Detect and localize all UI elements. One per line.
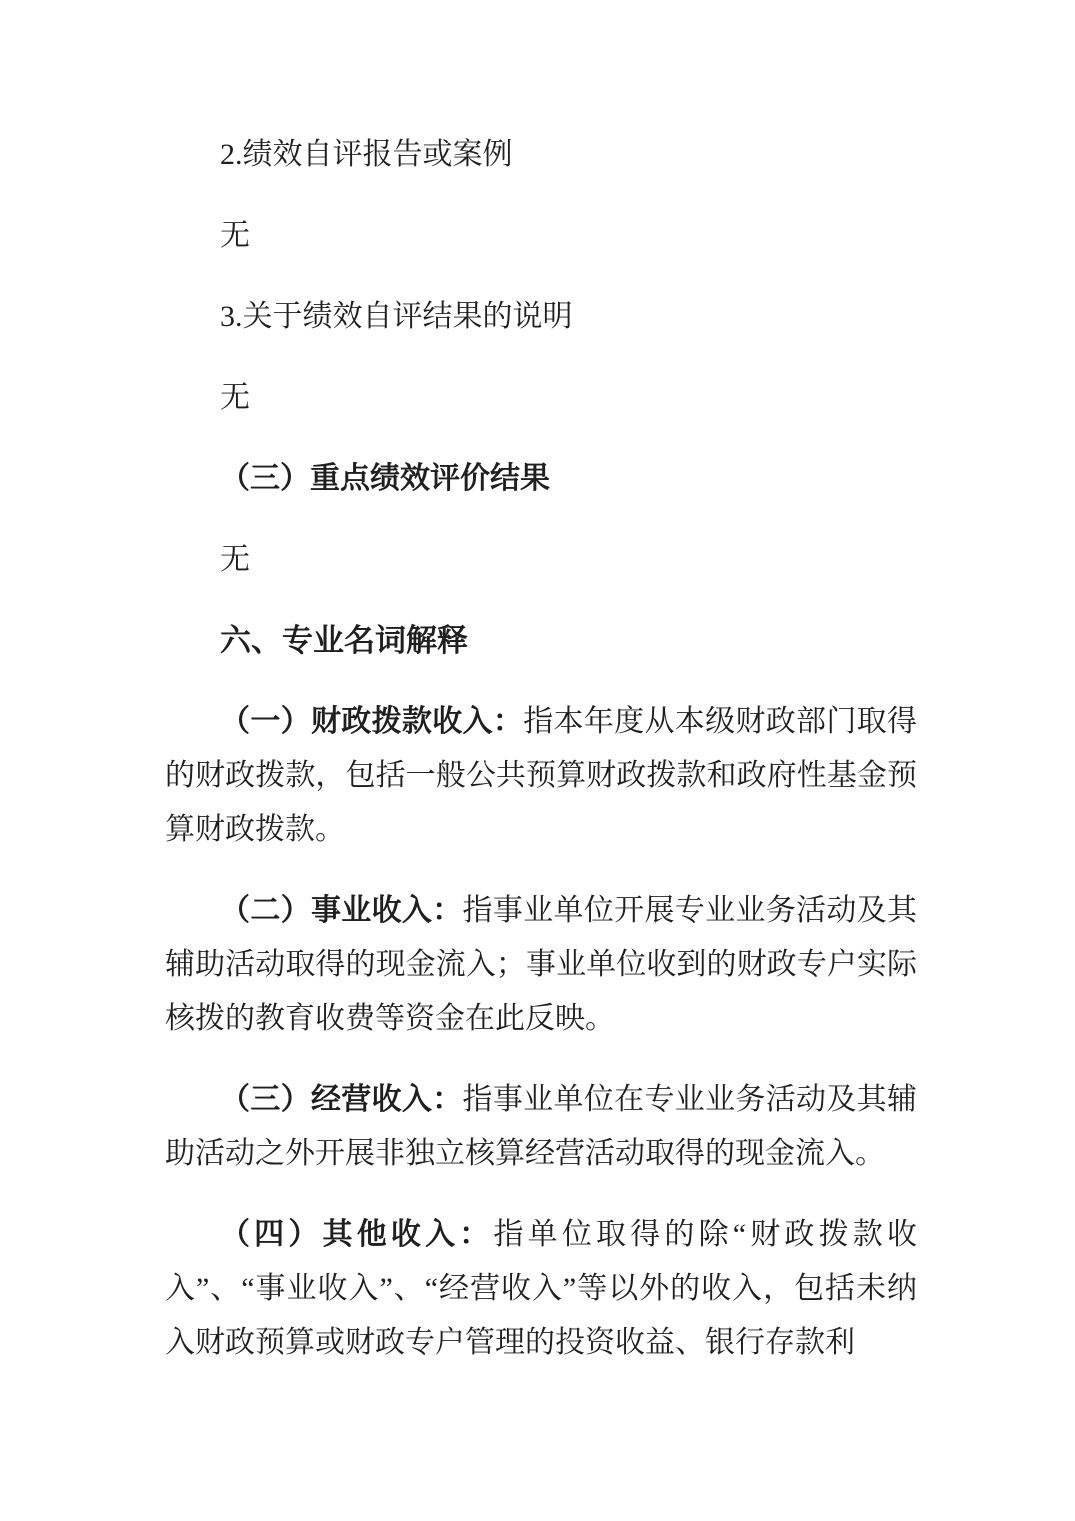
definition-paragraph-operational-income [165,884,917,1046]
definition-text: 指单位取得的除“财政拨款收入”、“事业收入”、“经营收入”等以外的收入，包括未纳入财政预算或财政专户管理的投资收益、银行存款利 [165,1218,917,1359]
definition-term: （四）其他收入： [220,1218,494,1251]
value-none-2: 无 [220,381,250,414]
definition-paragraph-business-income [165,1073,917,1181]
section-heading-terms: 六、专业名词解释 [220,623,468,658]
definition-term: （二）事业收入： [220,894,463,927]
definition-text: 指事业单位在专业业务活动及其辅助活动之外开展非独立核算经营活动取得的现金流入。 [165,1083,918,1170]
list-item-performance-result-note: 3.关于绩效自评结果的说明 [220,300,573,333]
list-item-performance-report: 2.绩效自评报告或案例 [220,138,513,171]
definition-text: 指事业单位开展专业业务活动及其辅助活动取得的现金流入；事业单位收到的财政专户实际核拨的教育收费等资金在此反映。 [165,894,918,1035]
definition-paragraph-fiscal-appropriation [165,695,917,857]
definition-paragraph-other-income [165,1208,917,1370]
value-none-3: 无 [220,543,250,576]
value-none-1: 无 [220,219,250,252]
document-body [165,128,917,1397]
section-subheading-key-evaluation: （三）重点绩效评价结果 [220,462,550,495]
definition-text: 指本年度从本级财政部门取得的财政拨款，包括一般公共预算财政拨款和政府性基金预算财政拨款。 [165,705,918,846]
definition-term: （三）经营收入： [220,1083,463,1116]
definition-term: （一）财政拨款收入： [220,705,524,738]
